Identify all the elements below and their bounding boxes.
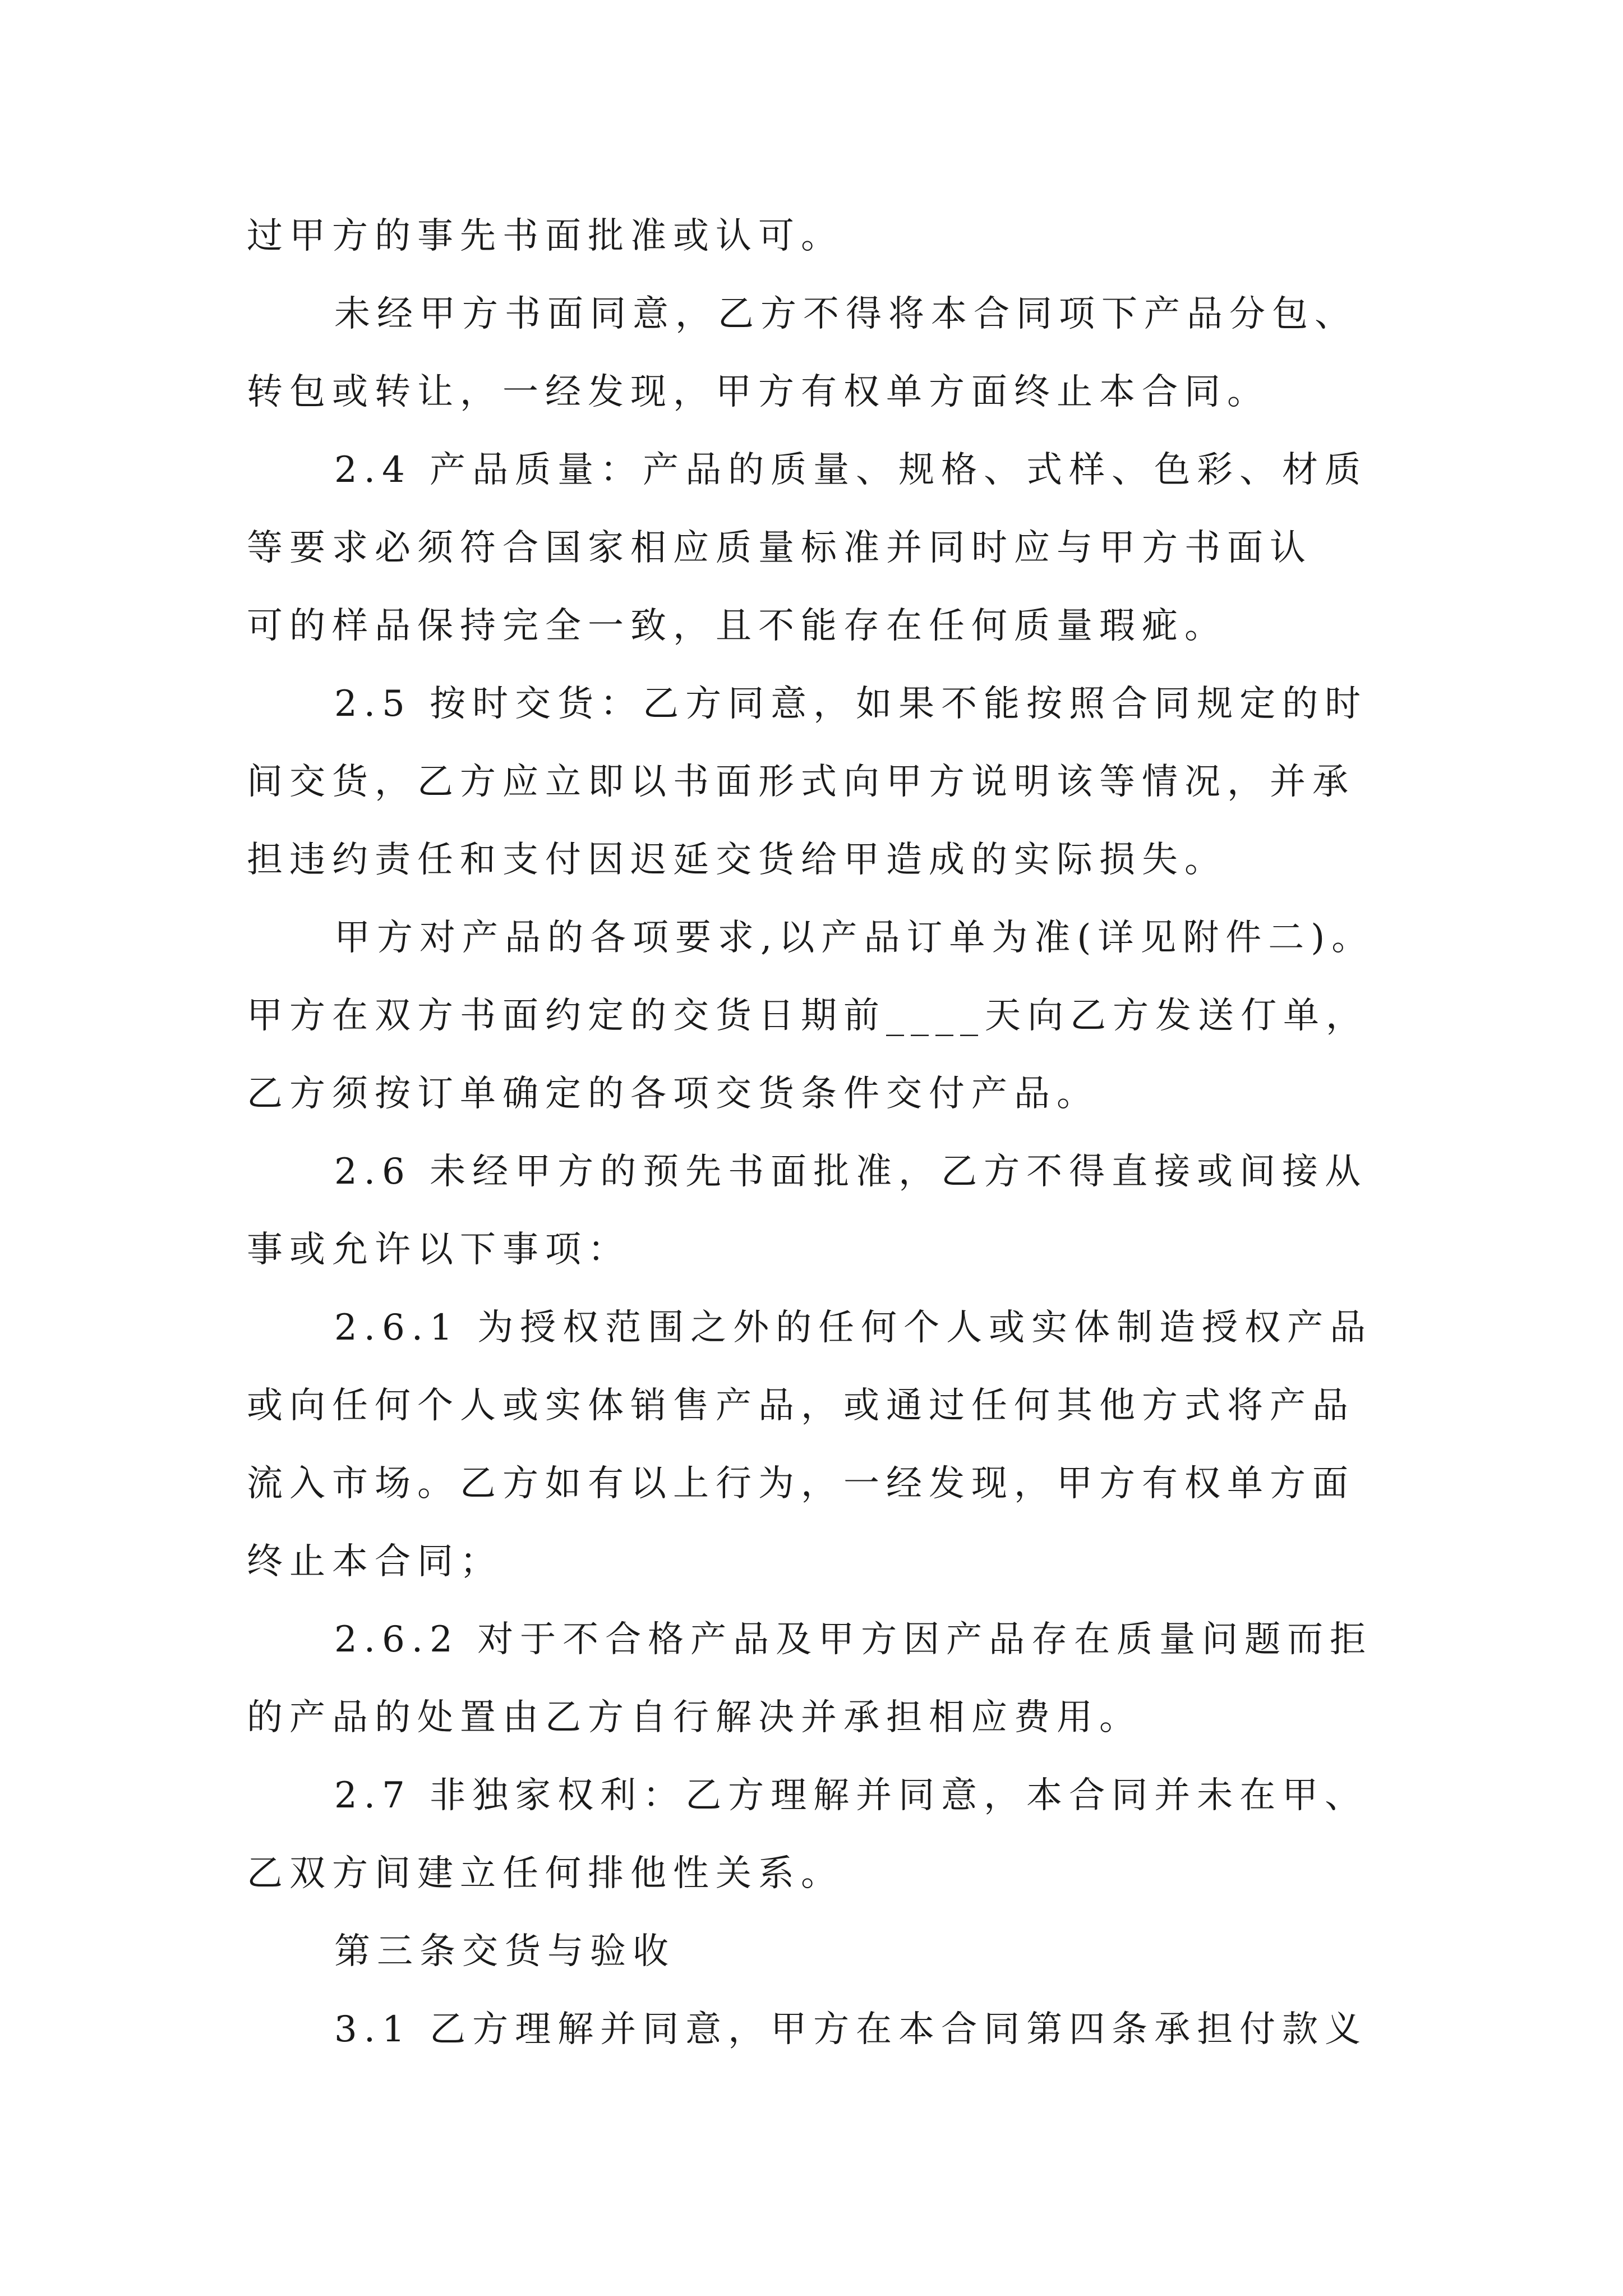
text-line: 未经甲方书面同意，乙方不得将本合同项下产品分包、 xyxy=(334,293,1357,335)
clause-2-6: 2.6 未经甲方的预先书面批准，乙方不得直接或间接从 xyxy=(334,1151,1368,1193)
text-line: 的产品的处置由乙方自行解决并承担相应费用。 xyxy=(247,1697,1142,1738)
text-line: 或向任何个人或实体销售产品，或通过任何其他方式将产品 xyxy=(247,1385,1355,1427)
text-line: 甲方在双方书面约定的交货日期前____天向乙方发送仃单， xyxy=(247,995,1368,1037)
text-line: 终止本合同； xyxy=(247,1541,502,1582)
clause-2-6-2: 2.6.2 对于不合格产品及甲方因产品存在质量问题而拒 xyxy=(334,1619,1373,1660)
text-line: 担违约责任和支付因迟延交货给甲造成的实际损失。 xyxy=(247,839,1227,881)
clause-3-1: 3.1 乙方理解并同意，甲方在本合同第四条承担付款义 xyxy=(334,2009,1368,2050)
clause-2-4: 2.4 产品质量：产品的质量、规格、式样、色彩、材质 xyxy=(334,449,1368,491)
text-line: 乙方须按订单确定的各项交货条件交付产品。 xyxy=(247,1073,1099,1115)
text-line: 间交货，乙方应立即以书面形式向甲方说明该等情况，并承 xyxy=(247,761,1355,803)
text-line: 转包或转让，一经发现，甲方有权单方面终止本合同。 xyxy=(247,371,1270,413)
contract-text xyxy=(247,197,1375,2069)
clause-2-6-1: 2.6.1 为授权范围之外的任何个人或实体制造授权产品 xyxy=(334,1307,1373,1349)
text-line: 流入市场。乙方如有以上行为，一经发现，甲方有权单方面 xyxy=(247,1463,1355,1504)
text-line: 乙双方间建立任何排他性关系。 xyxy=(247,1853,843,1894)
text-line: 事或允许以下事项： xyxy=(247,1229,630,1271)
text-line: 过甲方的事先书面批准或认可。 xyxy=(247,215,843,257)
clause-2-5: 2.5 按时交货：乙方同意，如果不能按照合同规定的时 xyxy=(334,683,1368,725)
text-line: 等要求必须符合国家相应质量标准并同时应与甲方书面认 xyxy=(247,527,1312,569)
clause-2-7: 2.7 非独家权利：乙方理解并同意，本合同并未在甲、 xyxy=(334,1775,1368,1816)
text-line: 可的样品保持完全一致，且不能存在任何质量瑕疵。 xyxy=(247,605,1227,647)
text-line: 甲方对产品的各项要求,以产品订单为准(详见附件二)。 xyxy=(334,917,1375,959)
section-heading-3: 第三条交货与验收 xyxy=(334,1931,675,1972)
